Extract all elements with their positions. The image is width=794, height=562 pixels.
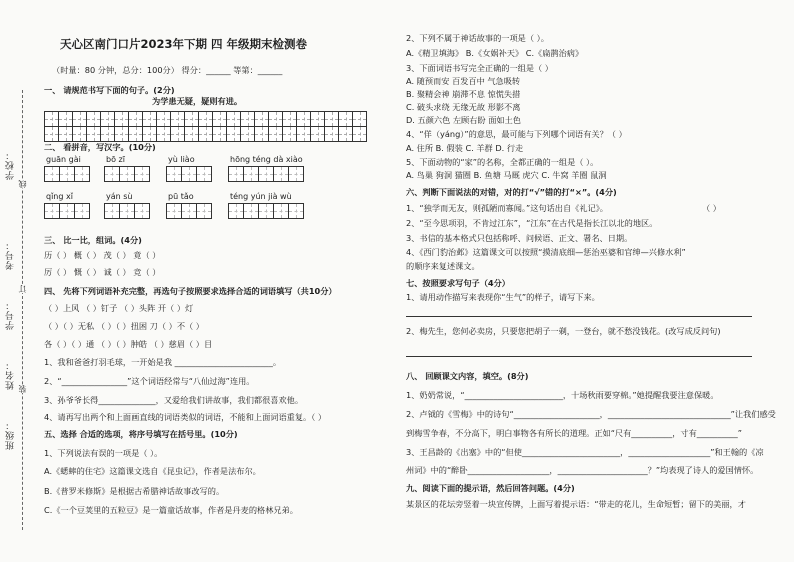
section-5-option-a: A.《蟋蟀的住宅》这篇课文选自《昆虫记》，作者是法布尔。 [44,466,261,476]
q5-options: A. 鸟巢 狗洞 猫圈 B. 鱼塘 马厩 虎穴 C. 牛窝 羊圈 鼠洞 [406,170,607,180]
tian-grid-2[interactable] [104,166,149,182]
section-4-q1: 1、我和爸爸打羽毛球，一开始是我 ________________________。 [44,357,282,367]
section-4-row-2: （ ）（ ）无私 （ ）（ ）扭困 刀（ ）不（ ） [44,321,204,331]
section-8-row-2: 2、卢钺的《雪梅》中的诗句“_____________________，______________________________”让我们感受 [406,409,776,419]
writing-grid-row-2[interactable] [44,126,366,142]
q3-row-d: D. 五颜六色 左顾右盼 面如土色 [406,115,521,125]
section-8-row-5: 州词》中的“醉卧____________________，______________________？”均表现了诗人的爱国情怀。 [406,465,759,475]
q4: 4、“佯（yáng）”的意思，最可能与下列哪个词语有关？（ ） [406,129,627,139]
section-7-title: 七、按照要求写句子（4分） [406,278,510,288]
binding-mark-2: 订 [18,285,27,293]
section-4-q2: 2、“________________”这个词语经常与“八仙过海”连用。 [44,376,255,386]
school-label: 学校： [6,150,16,180]
q3: 3、下面词语书写完全正确的一组是（ ） [406,63,553,73]
section-8-row-4: 3、王昌龄的《出塞》中的“但使________________________，____________________”和王翰的《凉 [406,447,764,457]
section-6-row-2: 2、“至今思项羽，不肯过江东”，“江东”在古代是指长江以北的地区。 [406,218,658,228]
section-5-q1: 1、下列说法有误的一项是（ ）。 [44,448,163,458]
section-4-q4: 4、请再写出两个和上面画直线的词语类似的词语，不能和上面词语重复。（ ） [44,412,327,422]
q3-row-a: A. 随预而安 百发百中 气急吸转 [406,76,521,86]
binding-dashed-line [22,90,24,530]
section-9-title: 九、阅读下面的提示语，然后回答问题。(4分) [406,483,575,493]
section-5-option-c: C.《一个豆荚里的五粒豆》是一篇童话故事，作者是丹麦的格林兄弟。 [44,505,298,515]
class-label: 班级： [6,420,16,450]
writing-grid-row-1[interactable] [44,111,366,127]
section-5-option-b: B.《普罗米修斯》是根据古希腊神话故事改写的。 [44,486,225,496]
section-6-row-5: 的顺序来复述课文。 [406,261,480,271]
pinyin-4: hōng téng dà xiào [230,155,303,164]
q5: 5、下面动物的“家”的名称，全都正确的一组是（ ）。 [406,157,599,167]
section-4-row-3: 各（ ）（ ）通 （ ）（ ）肿皓 （ ）慈眉（ ）目 [44,339,213,349]
section-3-row-2: 厉（ ） 慨（ ） 诚（ ） 竞（ ） [44,267,161,277]
q2: 2、下列不属于神话故事的一项是（ ）。 [406,33,549,43]
answer-line-2[interactable] [406,356,752,357]
q3-row-c: C. 破头求绕 无缘无故 形影不离 [406,102,521,112]
section-4-q3: 3、孙爷爷长得______________，又爱给我们讲故事，我们都很喜欢他。 [44,395,304,405]
tian-grid-7[interactable] [166,203,211,219]
pinyin-2: bō zī [106,155,125,164]
student-id-label: 学号： [6,300,16,330]
pinyin-8: téng yún jià wù [230,192,292,201]
section-6-title: 六、判断下面说法的对错，对的打“√”错的打“×”。(4分) [406,187,617,197]
section-3-title: 三、 比一比，组词。(4分) [44,235,142,245]
section-3-row-1: 历（ ） 概（ ） 茂（ ） 竟（ ） [44,250,161,260]
section-1-sentence: 为学患无疑，疑则有进。 [152,96,243,106]
tian-grid-6[interactable] [104,203,149,219]
pinyin-5: qǐng xǐ [46,192,73,201]
pinyin-1: guān gài [46,155,81,164]
pinyin-3: yù liào [168,155,195,164]
section-9-text: 某景区的花坛旁竖着一块宣传牌，上面写着提示语：“带走的花儿，生命短暂；留下的美丽，才 [406,499,746,509]
pinyin-6: yán sù [106,192,133,201]
exam-meta: （时量：80 分钟，总分：100分） 得分：______ 等第：______ [52,65,283,75]
pinyin-7: pū tǎo [168,192,194,201]
judge-box-1[interactable]: （ ） [702,203,721,213]
binding-margin [0,0,38,562]
section-6-row-4: 4、《西门豹治邺》这篇课文可以按照“摸清底细—惩治巫婆和官绅—兴修水利” [406,247,686,257]
binding-mark-1: 线 [18,180,27,188]
section-6-row-3: 3、书信的基本格式只包括称呼、问候语、正文、署名、日期。 [406,233,633,243]
section-4-title: 四、 先将下列词语补充完整，再选句子按照要求选择合适的词语填写（共10分） [44,286,337,296]
section-2-title: 二、 看拼音，写汉字。(10分) [44,142,156,152]
section-8-title: 八、 回顾课文内容，填空。(8分) [406,371,529,381]
q4-options: A. 住所 B. 假装 C. 羊群 D. 行走 [406,143,524,153]
tian-grid-1[interactable] [44,166,89,182]
exam-no-label: 考号： [6,240,16,270]
section-7-q1: 1、请用动作描写来表现你“生气”的样子，请写下来。 [406,292,600,302]
section-4-row-1: （ ）上风 （ ）钉子 （ ）头阵 开（ ）灯 [44,303,194,313]
name-label: 姓名： [6,360,16,390]
section-1-title: 一、 请规范书写下面的句子。(2分) [44,85,175,95]
answer-line-1[interactable] [406,316,752,317]
section-8-row-1: 1、奶奶常说，“________________________，十场秋雨要穿棉。”她提醒我要注意保暖。 [406,390,719,400]
tian-grid-5[interactable] [44,203,89,219]
tian-grid-3[interactable] [166,166,211,182]
binding-mark-3: 装 [18,385,27,393]
q3-row-b: B. 聚精会神 崩滞不息 惊慌失措 [406,89,521,99]
section-7-q2: 2、梅先生，您何必卖房，只要您把胡子一剃，一登台，就不愁没钱花。(改写成反问句) [406,326,721,336]
section-5-title: 五、选择 合适的选项，将序号填写在括号里。(10分) [44,429,238,439]
section-6-row-1: 1、“独学而无友，则孤陋而寡闻。”这句话出自《礼记》。 [406,203,608,213]
section-8-row-3: 到梅雪争春，不分高下，明白事物各有所长的道理。正如“尺有__________，寸有__________” [406,428,742,438]
exam-title: 天心区南门口片2023年下期 四 年级期末检测卷 [60,37,308,51]
tian-grid-4[interactable] [228,166,303,182]
tian-grid-8[interactable] [228,203,303,219]
q2-options: A.《精卫填海》 B.《女娲补天》 C.《扁鹊治病》 [406,48,584,58]
